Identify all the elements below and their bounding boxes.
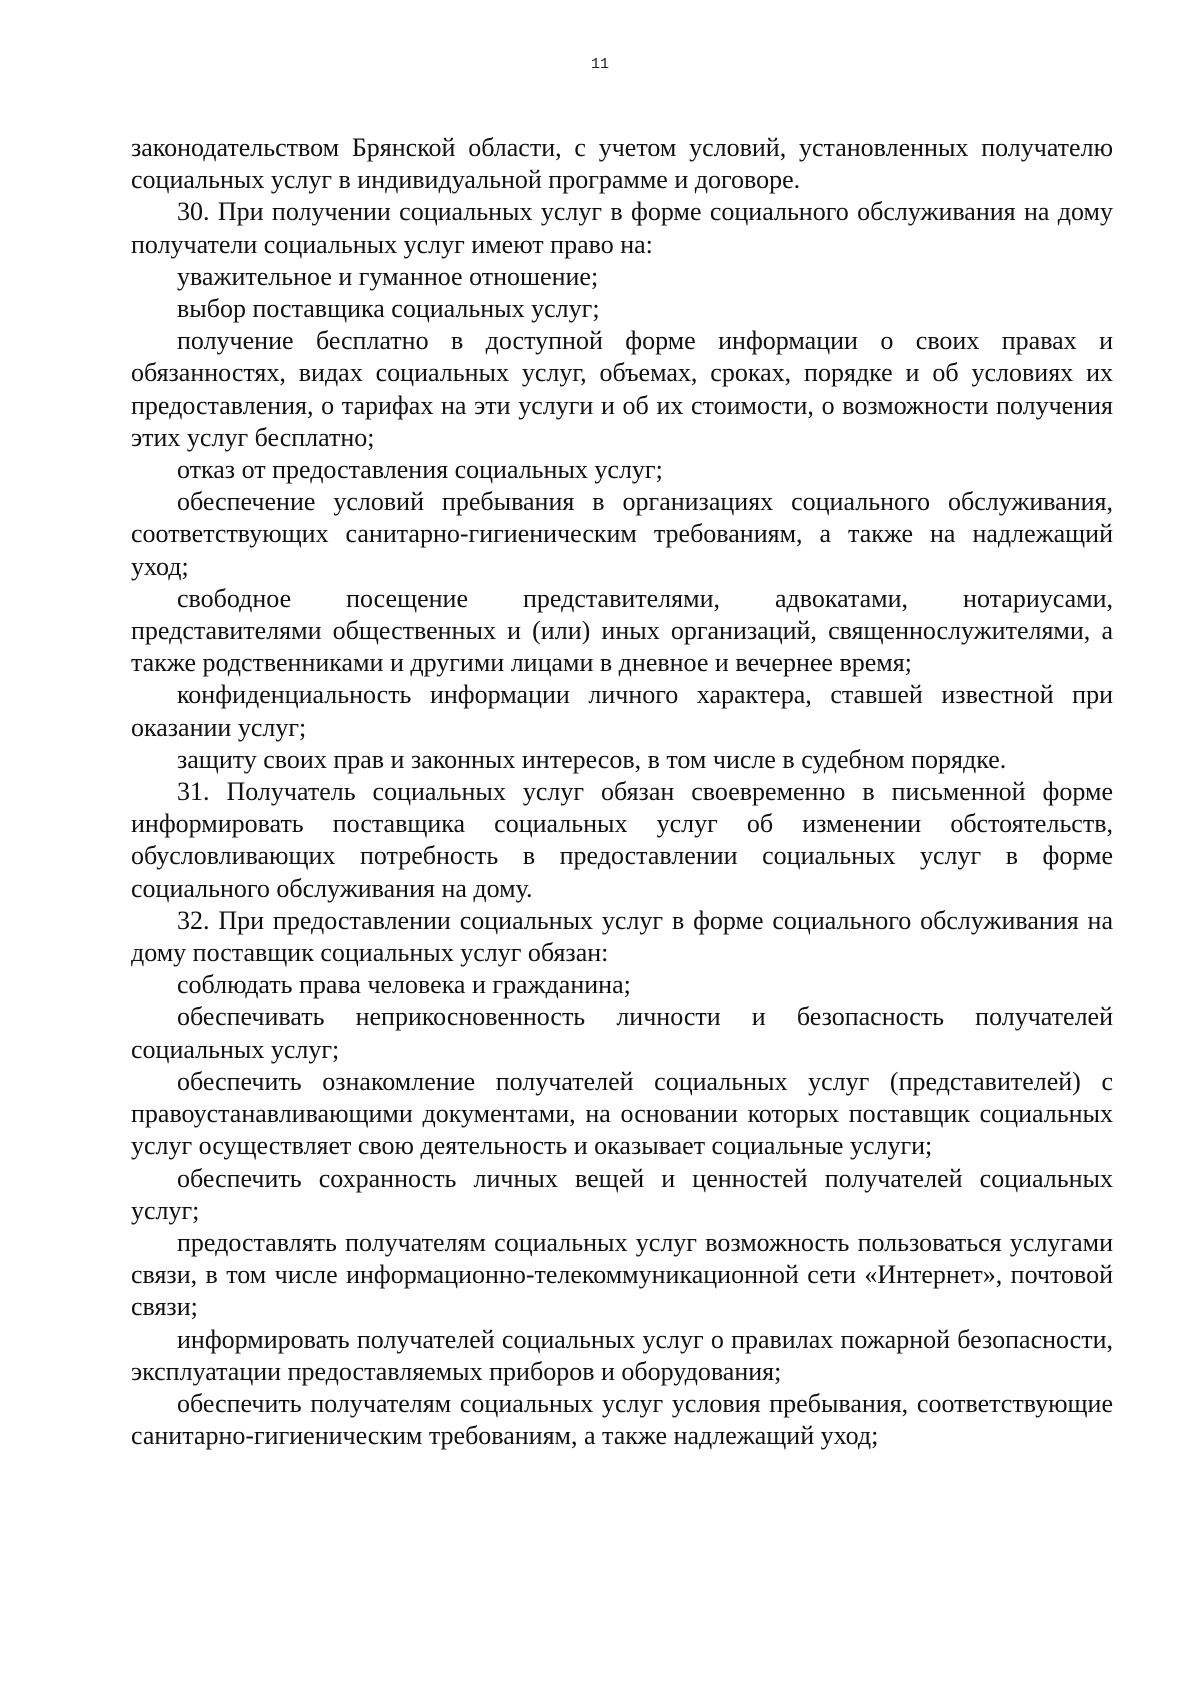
paragraph-continuation: законодательством Брянской области, с учетом условий, установленных получателю социальных услуг в индивидуальной программе и договоре. (131, 133, 1113, 195)
paragraph-right-choice: выбор поставщика социальных услуг; (177, 294, 600, 324)
paragraph-duty-communication: предоставлять получателям социальных услуг возможность пользоваться услугами связи, в том числе информационно-телекоммуникационной сети «Интернет», почтовой связи; (131, 1227, 1113, 1322)
page-number: 11 (590, 56, 609, 73)
paragraph-duty-belongings: обеспечить сохранность личных вещей и ценностей получателей социальных услуг; (131, 1163, 1113, 1225)
document-body (131, 132, 1113, 1452)
paragraph-clause-30: 30. При получении социальных услуг в форме социального обслуживания на дому получатели социальных услуг имеют право на: (131, 197, 1113, 259)
paragraph-right-information: получение бесплатно в доступной форме информации о своих правах и обязанностях, видах социальных услуг, объемах, сроках, порядке и об условиях их предоставления, о тарифах на эти услуги и об их стоимости, о возможности получения этих услуг бесплатно; (131, 326, 1113, 452)
paragraph-duty-fire-safety: информировать получателей социальных услуг о правилах пожарной безопасности, эксплуатации предоставляемых приборов и оборудования; (131, 1324, 1113, 1386)
paragraph-right-confidentiality: конфиденциальность информации личного характера, ставшей известной при оказании услуг; (131, 680, 1113, 742)
paragraph-right-visits: свободное посещение представителями, адвокатами, нотариусами, представителями общественных и (или) иных организаций, священнослужителями, а также родственниками и другими лицами в дневное и вечернее время; (131, 583, 1113, 678)
paragraph-duty-safety: обеспечивать неприкосновенность личности и безопасность получателей социальных услуг; (131, 1002, 1113, 1064)
paragraph-right-refusal: отказ от предоставления социальных услуг; (177, 455, 663, 485)
paragraph-right-conditions: обеспечение условий пребывания в организациях социального обслуживания, соответствующих санитарно-гигиеническим требованиям, а также на надлежащий уход; (131, 487, 1113, 581)
paragraph-duty-documents: обеспечить ознакомление получателей социальных услуг (представителей) с правоустанавливающими документами, на основании которых поставщик социальных услуг осуществляет свою деятельность и оказывает социальные услуги; (131, 1066, 1113, 1161)
paragraph-duty-care: обеспечить получателям социальных услуг условия пребывания, соответствующие санитарно-гигиеническим требованиям, а также надлежащий уход; (131, 1388, 1113, 1451)
paragraph-right-respect: уважительное и гуманное отношение; (177, 261, 599, 291)
paragraph-clause-31: 31. Получатель социальных услуг обязан своевременно в письменной форме информировать поставщика социальных услуг об изменении обстоятельств, обусловливающих потребность в предоставлении социальных услуг в форме социального обслуживания на дому. (131, 777, 1113, 903)
paragraph-duty-rights: соблюдать права человека и гражданина; (177, 970, 631, 1000)
paragraph-right-protection: защиту своих прав и законных интересов, в том числе в судебном порядке. (177, 744, 1007, 774)
paragraph-clause-32: 32. При предоставлении социальных услуг в форме социального обслуживания на дому поставщик социальных услуг обязан: (131, 905, 1113, 968)
